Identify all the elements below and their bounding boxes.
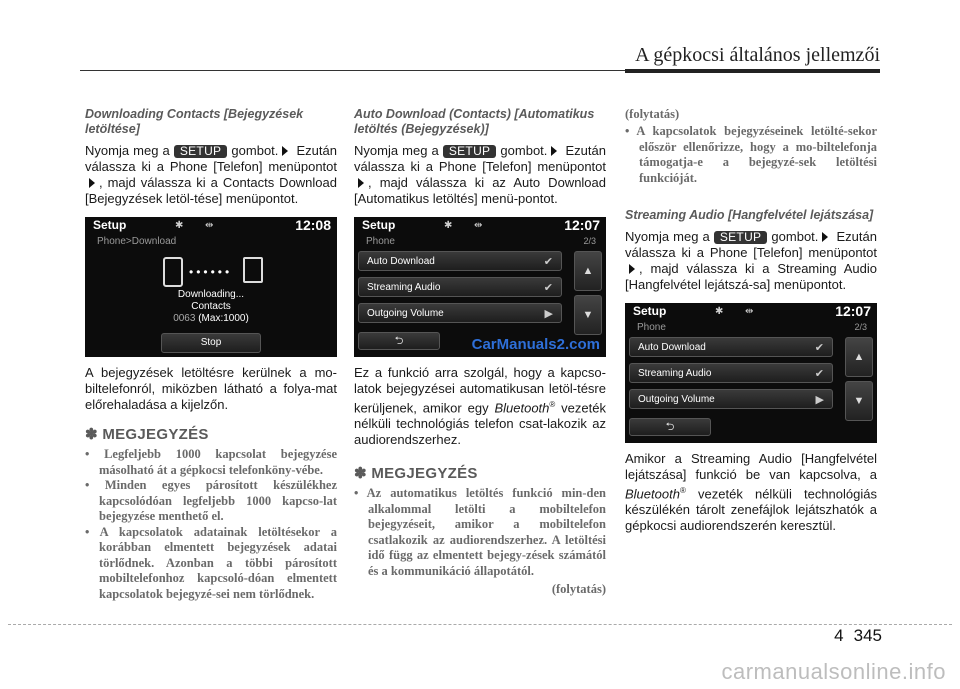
arrow-right-icon [358, 178, 364, 188]
arrow-right-icon [822, 232, 828, 242]
registered-mark: ® [549, 400, 556, 409]
text: Amikor a Streaming Audio [Hangfelvétel lejátszása] funkció be van kapcsolva, a [625, 451, 877, 482]
screen-header [354, 217, 606, 235]
page-indicator: 2/3 [854, 322, 867, 332]
setup-button-icon: SETUP [174, 145, 228, 158]
screen-clock: 12:07 [564, 217, 600, 233]
screen-phone-setup [625, 303, 877, 443]
usb-icon: ⇹ [474, 220, 483, 231]
page-header-title: A gépkocsi általános jellemzői [635, 44, 880, 66]
screen-title: Setup [362, 218, 396, 232]
menu-streaming-audio[interactable] [358, 277, 562, 297]
play-arrow-icon: ▶ [544, 308, 553, 320]
footer-watermark: carmanualsonline.info [721, 659, 946, 684]
footer-rule [8, 624, 952, 625]
column-1 [85, 107, 337, 602]
setup-button-icon: SETUP [443, 145, 497, 158]
section-title-downloading-contacts: Downloading Contacts [Bejegyzések letöltése] [85, 107, 304, 136]
note-title: ✽ MEGJEGYZÉS [354, 465, 478, 483]
screen-breadcrumb: Phone [366, 236, 395, 247]
row-label: Streaming Audio [367, 282, 441, 293]
instruction-paragraph [354, 143, 606, 207]
section-title-auto-download: Auto Download (Contacts) [Automatikus letöltés (Bejegyzések)] [354, 107, 595, 136]
menu-auto-download[interactable] [629, 337, 833, 357]
bluetooth-term: Bluetooth [625, 486, 680, 502]
column-2 [354, 107, 606, 597]
status-text: Downloading... [177, 289, 245, 300]
menu-outgoing-volume[interactable] [629, 389, 833, 409]
arrow-right-icon [282, 146, 288, 156]
text: Nyomja meg a [85, 143, 170, 158]
screen-clock: 12:08 [295, 217, 331, 233]
note-item: • A kapcsolatok adatainak letöltésekor a korábban elmentett bejegyzések adatai törlődnek. Azonban a többi párosított mobiltelefonhoz kapcsoló-dóan elmentett kapcsolatok bejegyzé-sei nem törlődnek. [85, 524, 337, 601]
status-item: Contacts [191, 301, 231, 312]
text: , majd válassza ki a Streaming Audio [Hangfelvétel lejátszá-sa] menüpontot. [625, 261, 877, 292]
row-label: Auto Download [367, 256, 435, 267]
row-label: Outgoing Volume [367, 308, 444, 319]
bluetooth-icon: ✱ [175, 220, 184, 231]
text: Nyomja meg a [354, 143, 439, 158]
text: Ez a funkció arra szolgál, hogy a kapcso-latok bejegyzései automatikusan letöl-tésre kerüljenek, amikor egy [354, 365, 606, 416]
registered-mark: ® [679, 486, 686, 495]
column-3 [625, 107, 877, 534]
bluetooth-icon: ✱ [444, 220, 453, 231]
text: Nyomja meg a [625, 229, 710, 244]
screen-title: Setup [633, 304, 667, 318]
text: gombot. [231, 143, 279, 158]
bluetooth-icon: ✱ [715, 306, 724, 317]
arrow-right-icon [551, 146, 557, 156]
transfer-dots-icon: •••••• [189, 265, 233, 279]
section-title-streaming-audio: Streaming Audio [Hangfelvétel lejátszása] [625, 208, 874, 222]
row-label: Outgoing Volume [638, 394, 715, 405]
setup-button-icon: SETUP [714, 231, 768, 244]
menu-streaming-audio[interactable] [629, 363, 833, 383]
screen-header [85, 217, 337, 235]
screen-phone-setup [354, 217, 606, 357]
text: , majd válassza ki a Contacts Download [Bejegyzések letöl-tése] menüpontot. [85, 175, 337, 206]
chapter-number: 4 [834, 626, 844, 645]
watermark: CarManuals2.com [471, 336, 600, 353]
scroll-up-button[interactable]: ▲ [845, 337, 873, 377]
function-paragraph [625, 451, 877, 534]
scroll-down-button[interactable]: ▼ [574, 295, 602, 335]
phone-icon [163, 257, 183, 287]
check-icon: ✔ [814, 342, 824, 354]
page-number [834, 626, 882, 646]
note-item: • Az automatikus letöltés funkció min-den alkalommal letölti a mobiltelefon bejegyzéseit, amikor a mobiltelefon csatlakozik az audiorendszerhez. A letöltési idő függ az elmentett bejegy-zések számától és a kommunikáció állapotától. [354, 486, 606, 578]
document-icon [243, 257, 263, 283]
text: Ezután válassza ki a Phone [Telefon] menüpontot [354, 143, 606, 174]
usb-icon: ⇹ [745, 306, 754, 317]
back-button[interactable]: ⮌ [629, 418, 711, 436]
function-paragraph [354, 365, 606, 448]
instruction-paragraph [625, 229, 877, 293]
text: vezeték nélküli technológiás készülékén tárolt zenefájlok lejátszhatók a gépkocsi audiorendszerén keresztül. [625, 486, 877, 534]
row-label: Auto Download [638, 342, 706, 353]
play-arrow-icon: ▶ [815, 394, 824, 406]
max-value: (Max:1000) [198, 313, 249, 324]
continued-label: (folytatás) [625, 107, 680, 121]
screen-title: Setup [93, 218, 127, 232]
count-value: 0063 [173, 313, 196, 324]
result-paragraph: A bejegyzések letöltésre kerülnek a mo-biltelefonról, miközben látható a folya-mat előrehaladása a kijelzőn. [85, 365, 337, 412]
check-icon: ✔ [543, 256, 553, 268]
note-item: • A kapcsolatok bejegyzéseinek letölté-sekor először ellenőrizze, hogy a mo-biltelefonja támogatja-e a bejegyzé-sek letöltési funkcióját. [625, 124, 877, 185]
scroll-up-button[interactable]: ▲ [574, 251, 602, 291]
usb-icon: ⇹ [205, 220, 214, 231]
back-button[interactable]: ⮌ [358, 332, 440, 350]
screen-breadcrumb: Phone>Download [97, 236, 177, 247]
text: , majd válassza ki az Auto Download [Automatikus letöltés] menü-pontot. [354, 175, 606, 206]
screen-header [625, 303, 877, 321]
note-item: • Legfeljebb 1000 kapcsolat bejegyzése másolható át a gépkocsi telefonköny-vébe. [85, 447, 337, 477]
text: vezeték nélküli technológiás telefon csat-lakozik az audiorendszerhez. [354, 400, 606, 448]
note-title: ✽ MEGJEGYZÉS [85, 426, 209, 443]
page-indicator: 2/3 [583, 236, 596, 246]
bluetooth-term: Bluetooth [494, 400, 550, 416]
scroll-down-button[interactable]: ▼ [845, 381, 873, 421]
menu-auto-download[interactable] [358, 251, 562, 271]
download-status [85, 289, 337, 325]
arrow-right-icon [629, 264, 635, 274]
screen-download-contacts [85, 217, 337, 357]
row-label: Streaming Audio [638, 368, 712, 379]
instruction-paragraph [85, 143, 337, 207]
page-number-value: 345 [853, 626, 882, 645]
screen-clock: 12:07 [835, 303, 871, 319]
arrow-right-icon [89, 178, 95, 188]
text: gombot. [771, 229, 819, 244]
screen-breadcrumb: Phone [637, 322, 666, 333]
stop-button[interactable]: Stop [161, 333, 261, 353]
text: gombot. [500, 143, 548, 158]
continued-label: (folytatás) [551, 582, 606, 597]
note-item: • Minden egyes párosított készülékhez kapcsolódóan legfeljebb 1000 kapcso-lat bejegyzése menthető el. [85, 478, 337, 523]
check-icon: ✔ [543, 282, 553, 294]
download-count [85, 313, 337, 325]
check-icon: ✔ [814, 368, 824, 380]
menu-outgoing-volume[interactable] [358, 303, 562, 323]
header-bar [625, 69, 880, 73]
text: Ezután válassza ki a Phone [Telefon] menüpontot [85, 143, 337, 174]
text: Ezután válassza ki a Phone [Telefon] menüpontot [625, 229, 877, 260]
